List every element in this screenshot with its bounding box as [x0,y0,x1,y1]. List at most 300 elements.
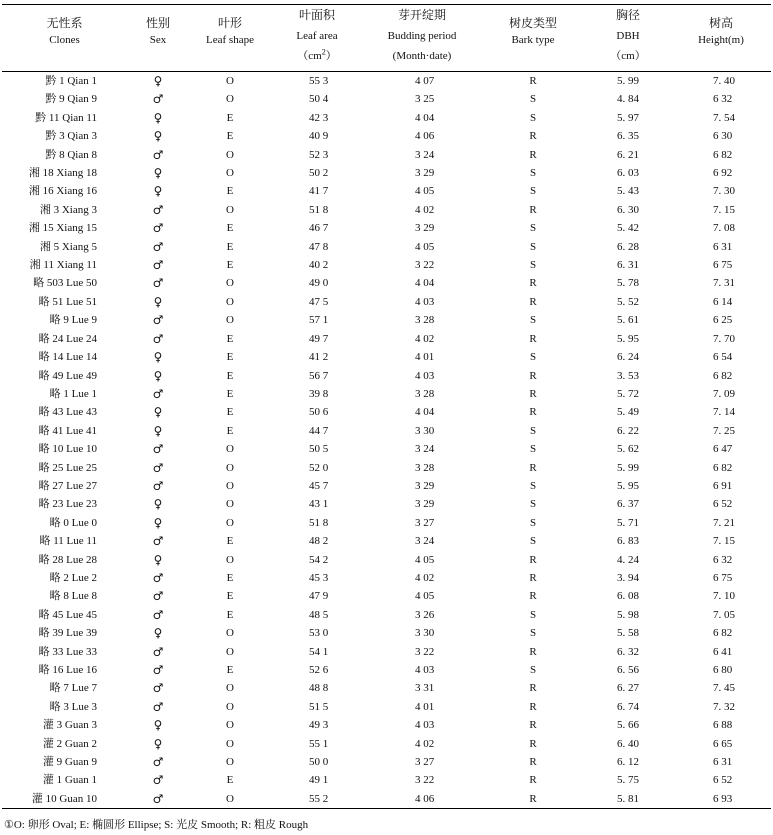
cell-height: 7. 30 [713,185,735,198]
cell-clone: 略 51 Lue 51 [38,295,97,308]
cell-clone: 略 16 Lue 16 [38,664,97,676]
cell-dbh: 6. 83 [617,535,639,548]
cell-sex: ♂ [152,147,164,162]
cell-height: 6 91 [713,479,733,492]
table-row [2,385,771,403]
cell-leaf-shape: E [226,406,234,419]
table-row [2,293,771,311]
cell-leaf-shape: O [226,553,234,566]
table-row [2,606,771,624]
cell-dbh: 6. 21 [617,148,639,161]
cell-budding-period: 3 30 [415,424,435,437]
cell-budding-period: 4 03 [415,664,435,676]
cell-budding-period: 4 03 [415,719,435,732]
table-row [2,274,771,292]
cell-leaf-area: 45 7 [309,479,329,492]
cell-bark-type: S [529,664,537,676]
table-row [2,440,771,458]
header-leaf-area [271,5,363,72]
cell-bark-type: R [529,461,537,474]
cell-leaf-shape: E [226,351,234,364]
cell-sex: ♂ [152,663,164,677]
table-row [2,661,771,679]
cell-dbh: 6. 56 [617,664,639,676]
cell-dbh: 5. 97 [617,111,639,124]
cell-clone: 略 28 Lue 28 [38,553,97,566]
cell-sex: ♀ [153,350,163,365]
cell-height: 6 75 [713,259,733,272]
cell-leaf-area: 43 1 [309,498,329,511]
header-zh: 胸径 [615,8,640,22]
cell-height: 6 31 [713,756,733,769]
cell-budding-period: 3 25 [415,93,435,106]
cell-leaf-area: 52 0 [309,461,329,474]
cell-height: 7. 10 [713,590,735,603]
cell-clone: 灌 3 Guan 3 [42,719,97,732]
cell-height: 7. 14 [713,406,735,419]
cell-leaf-area: 52 3 [309,148,329,161]
table-row [2,311,771,329]
cell-height: 6 92 [713,167,733,180]
cell-budding-period: 4 06 [415,130,435,143]
header-zh: 芽开绽期 [397,8,446,22]
cell-clone: 黔 3 Qian 3 [45,130,97,143]
cell-sex: ♂ [152,699,164,714]
cell-sex: ♂ [152,607,164,622]
cell-height: 7. 54 [713,111,735,124]
cell-clone: 略 1 Lue 1 [49,387,97,400]
cell-leaf-area: 49 3 [309,719,329,732]
cell-sex: ♂ [127,790,189,809]
cell-dbh: 6. 12 [617,756,639,769]
cell-leaf-shape: E [226,259,234,272]
cell-height: 6 80 [713,664,733,676]
cell-clone: 略 14 Lue 14 [38,351,97,364]
table-row [2,367,771,385]
header-unit [271,48,363,65]
cell-bark-type: S [529,608,537,621]
cell-leaf-shape: E [226,185,234,198]
cell-budding-period: 3 24 [415,443,435,456]
cell-height: 6 32 [713,553,733,566]
cell-clone: 黔 9 Qian 9 [45,93,97,106]
cell-bark-type: S [529,222,537,235]
header-zh: 叶形 [217,16,242,30]
cell-sex: ♂ [152,276,164,291]
cell-leaf-shape: O [226,148,234,161]
cell-budding-period: 3 29 [415,498,435,511]
header-en: Leaf shape [206,34,254,46]
cell-height: 7. 31 [713,277,735,290]
cell-clone: 略 10 Lue 10 [38,443,97,456]
cell-clone: 湘 3 Xiang 3 [39,203,97,216]
cell-height: 7. 21 [713,516,735,529]
cell-bark-type: R [529,295,537,308]
table-row [2,201,771,219]
cell-bark-type: S [529,516,537,529]
cell-leaf-shape: O [226,479,234,492]
cell-bark-type: S [529,498,537,511]
cell-leaf-area: 47 5 [309,295,329,308]
cell-bark-type: S [529,314,537,327]
cell-budding-period: 4 02 [415,332,435,345]
cell-bark-type: S [529,424,537,437]
cell-bark-type: S [529,240,537,253]
cell-sex: ♂ [152,202,164,217]
cell-leaf-shape: O [226,756,234,769]
cell-bark-type: R [529,148,537,161]
cell-leaf-area: 48 2 [309,535,329,548]
table-row [2,624,771,642]
cell-dbh: 5. 99 [617,461,639,474]
cell-sex: ♂ [152,589,164,604]
cell-height: 6 41 [713,645,733,658]
cell-height: 6 65 [713,737,733,750]
cell-leaf-area: 41 2 [309,351,329,364]
header-leaf-shape [189,5,271,72]
cell-sex: ♀ [153,184,163,199]
cell-height: 6 88 [713,719,733,732]
cell-dbh: 5. 66 [617,719,639,732]
cell-sex: ♂ [152,313,164,328]
cell-leaf-shape: E [226,387,234,400]
cell-budding-period: 4 02 [415,737,435,750]
cell-dbh: 6. 24 [617,351,639,364]
cell-leaf-shape: E [226,130,234,143]
cell-leaf-area: 52 6 [309,664,329,676]
cell-bark-type: S [529,167,537,180]
cell-sex: ♀ [153,626,163,641]
header-zh: 叶面积 [298,8,335,22]
cell-leaf-area: 49 0 [309,277,329,290]
cell-leaf-shape: E [226,664,234,676]
cell-leaf-area: 51 5 [309,700,329,713]
cell-dbh: 5. 95 [617,332,639,345]
cell-leaf-area: 51 8 [309,516,329,529]
cell-dbh: 5. 98 [617,608,639,621]
cell-sex: ♂ [152,239,164,254]
table-row [2,551,771,569]
cell-height: 6 32 [713,93,733,106]
table-row [2,348,771,366]
cell-bark-type: R [529,130,537,143]
cell-leaf-area: 40 9 [309,130,329,143]
cell-dbh: 6. 37 [617,498,639,511]
cell-leaf-area: 47 9 [309,590,329,603]
cell-bark-type: R [529,774,537,787]
table-row [2,459,771,477]
unit-sup: 2 [321,47,326,57]
cell-dbh: 6. 74 [617,700,639,713]
cell-height: 6 52 [713,774,733,787]
cell-clone: 略 45 Lue 45 [38,608,97,621]
cell-budding-period: 4 03 [415,295,435,308]
header-en: Clones [49,34,80,46]
cell-dbh: 5. 49 [617,406,639,419]
cell-leaf-shape: E [226,222,234,235]
table-row [2,422,771,440]
header-unit: （cm） [610,50,646,62]
cell-dbh: 5. 71 [617,516,639,529]
cell-leaf-shape: O [226,461,234,474]
cell-dbh: 6. 08 [617,590,639,603]
table-row [2,587,771,605]
cell-leaf-area: 50 2 [309,167,329,180]
cell-leaf-area: 40 2 [309,259,329,272]
cell-leaf-shape: O [226,516,234,529]
cell-bark-type: R [529,277,537,290]
cell-clone: 略 23 Lue 23 [38,498,97,511]
cell-leaf-area: 55 3 [309,75,329,87]
cell-leaf-area: 55 1 [309,737,329,750]
table-row [2,477,771,495]
table-row [2,109,771,127]
table-row [2,90,771,108]
header-zh: 无性系 [46,16,83,30]
cell-dbh: 5. 81 [585,790,671,809]
cell-leaf-area: 44 7 [309,424,329,437]
table-row [2,330,771,348]
cell-bark-type: R [481,790,585,809]
unit-pre: （cm [297,50,322,62]
cell-leaf-area: 47 8 [309,240,329,253]
cell-clone: 灌 9 Guan 9 [42,756,97,769]
header-bark-type [481,5,585,72]
cell-clone: 湘 15 Xiang 15 [28,222,97,235]
cell-budding-period: 3 27 [415,516,435,529]
cell-dbh: 6. 40 [617,737,639,750]
cell-leaf-shape: O [226,277,234,290]
cell-sex: ♀ [153,736,163,751]
cell-clone: 略 0 Lue 0 [49,516,97,529]
header-en: Leaf area [296,30,338,42]
cell-bark-type: S [529,443,537,456]
cell-budding-period: 4 02 [415,571,435,584]
cell-bark-type: R [529,75,537,87]
cell-height: 6 30 [713,130,733,143]
cell-sex: ♀ [153,718,163,733]
cell-leaf-area: 56 7 [309,369,329,382]
table-row [2,495,771,513]
cell-bark-type: R [529,756,537,769]
cell-clone: 黔 1 Qian 1 [45,75,97,87]
cell-dbh: 6. 30 [617,203,639,216]
cell-height: 6 82 [713,461,733,474]
table-row [2,72,771,91]
table-row [2,643,771,661]
cell-dbh: 6. 03 [617,167,639,180]
header-budding-period [363,5,481,72]
cell-bark-type: R [529,719,537,732]
cell-leaf-area: 42 3 [309,111,329,124]
cell-budding-period: 3 28 [415,387,435,400]
cell-dbh: 5. 75 [617,774,639,787]
cell-leaf-shape: E [226,535,234,548]
cell-leaf-area: 50 6 [309,406,329,419]
cell-leaf-area: 57 1 [309,314,329,327]
cell-clone: 略 8 Lue 8 [49,590,97,603]
cell-budding-period: 4 05 [415,590,435,603]
cell-clone: 灌 10 Guan 10 [2,790,127,809]
cell-leaf-area: 54 2 [309,553,329,566]
cell-dbh: 5. 43 [617,185,639,198]
cell-leaf-area: 51 8 [309,203,329,216]
header-zh: 性别 [145,16,170,30]
cell-sex: ♂ [152,92,164,107]
cell-height: 7. 15 [713,535,735,548]
cell-leaf-shape: O [226,203,234,216]
header-unit: (Month·date) [392,50,452,62]
cell-bark-type: S [529,185,537,198]
cell-clone: 灌 2 Guan 2 [42,737,97,750]
table-row [2,735,771,753]
cell-leaf-shape: O [226,167,234,180]
cell-dbh: 6. 27 [617,682,639,695]
table-row [2,698,771,716]
cell-bark-type: S [529,479,537,492]
cell-bark-type: S [529,259,537,272]
cell-height: 6 14 [713,295,733,308]
cell-dbh: 5. 62 [617,443,639,456]
cell-budding-period: 3 24 [415,148,435,161]
cell-dbh: 4. 24 [617,553,639,566]
header-en: Bark type [511,34,555,46]
cell-dbh: 6. 31 [617,259,639,272]
cell-sex: ♀ [153,368,163,383]
table-row [2,716,771,734]
cell-leaf-area: 53 0 [309,627,329,640]
cell-sex: ♀ [153,166,163,181]
cell-budding-period: 3 22 [415,774,435,787]
cell-leaf-shape: O [226,295,234,308]
cell-clone: 略 49 Lue 49 [38,369,97,382]
header-en: Budding period [387,30,457,42]
cell-budding-period: 3 31 [415,682,435,695]
cell-leaf-shape: E [226,111,234,124]
cell-clone: 略 41 Lue 41 [38,424,97,437]
cell-sex: ♂ [152,386,164,401]
cell-sex: ♂ [152,460,164,475]
cell-dbh: 5. 72 [617,387,639,400]
cell-leaf-shape: E [226,240,234,253]
cell-leaf-shape: O [226,443,234,456]
cell-budding-period: 4 03 [415,369,435,382]
cell-leaf-shape: E [226,774,234,787]
cell-clone: 湘 5 Xiang 5 [39,240,97,253]
cell-sex: ♀ [153,74,163,88]
cell-leaf-shape: O [226,93,234,106]
cell-budding-period: 3 28 [415,461,435,474]
table-row [2,238,771,256]
cell-leaf-shape: O [189,790,271,809]
cell-budding-period: 3 24 [415,535,435,548]
cell-bark-type: S [529,351,537,364]
cell-leaf-shape: E [226,369,234,382]
cell-clone: 黔 11 Qian 11 [35,111,97,124]
cell-bark-type: R [529,682,537,695]
table-header [2,5,771,72]
cell-dbh: 3. 94 [617,571,639,584]
cell-budding-period: 4 05 [415,185,435,198]
cell-sex: ♂ [152,773,164,788]
cell-bark-type: R [529,590,537,603]
cell-budding-period: 3 29 [415,167,435,180]
cell-bark-type: R [529,369,537,382]
cell-height: 7. 15 [713,203,735,216]
cell-bark-type: S [529,535,537,548]
header-en: DBH [616,30,640,42]
cell-sex: ♂ [152,644,164,659]
cell-leaf-area: 50 0 [309,756,329,769]
cell-clone: 湘 18 Xiang 18 [28,167,97,180]
cell-height: 6 82 [713,369,733,382]
cell-dbh: 6. 28 [617,240,639,253]
cell-leaf-shape: O [226,314,234,327]
cell-leaf-area: 48 5 [309,608,329,621]
cell-budding-period: 4 01 [415,351,435,364]
cell-height: 7. 45 [713,682,735,695]
cell-budding-period: 4 04 [415,406,435,419]
cell-bark-type: R [529,203,537,216]
cell-leaf-shape: O [226,498,234,511]
cell-leaf-area: 49 1 [309,774,329,787]
cell-height: 6 82 [713,148,733,161]
cell-budding-period: 4 04 [415,111,435,124]
cell-sex: ♀ [153,552,163,567]
cell-budding-period: 4 01 [415,700,435,713]
cell-bark-type: R [529,737,537,750]
cell-dbh: 3. 53 [617,369,639,382]
cell-height: 7. 40 [713,75,735,87]
table-row [2,164,771,182]
cell-sex: ♀ [153,294,163,309]
header-zh: 树皮类型 [508,16,557,30]
cell-budding-period: 4 04 [415,277,435,290]
cell-clone: 黔 8 Qian 8 [45,148,97,161]
table-row [2,532,771,550]
cell-sex: ♂ [152,681,164,696]
cell-bark-type: R [529,406,537,419]
cell-leaf-shape: E [226,424,234,437]
cell-leaf-area: 54 1 [309,645,329,658]
cell-height: 7. 05 [713,608,735,621]
cell-leaf-shape: O [226,700,234,713]
cell-dbh: 4. 84 [617,93,639,106]
header-zh: 树高 [708,16,733,30]
cell-budding-period: 3 22 [415,259,435,272]
cell-clone: 略 39 Lue 39 [38,627,97,640]
header-en: Sex [149,34,167,46]
cell-sex: ♂ [152,755,164,770]
cell-sex: ♂ [152,570,164,585]
cell-budding-period: 4 07 [415,75,435,87]
cell-clone: 略 503 Lue 50 [33,277,97,290]
cell-clone: 略 2 Lue 2 [49,571,97,584]
cell-budding-period: 4 05 [415,240,435,253]
cell-clone: 湘 11 Xiang 11 [29,259,97,272]
header-clones [2,5,127,72]
table-row [2,771,771,789]
cell-clone: 略 24 Lue 24 [38,332,97,345]
cell-budding-period: 3 26 [415,608,435,621]
cell-leaf-area: 55 2 [271,790,363,809]
cell-bark-type: R [529,645,537,658]
cell-leaf-area: 46 7 [309,222,329,235]
table-body [2,72,771,809]
cell-leaf-shape: O [226,737,234,750]
cell-bark-type: R [529,553,537,566]
cell-clone: 湘 16 Xiang 16 [28,185,97,198]
